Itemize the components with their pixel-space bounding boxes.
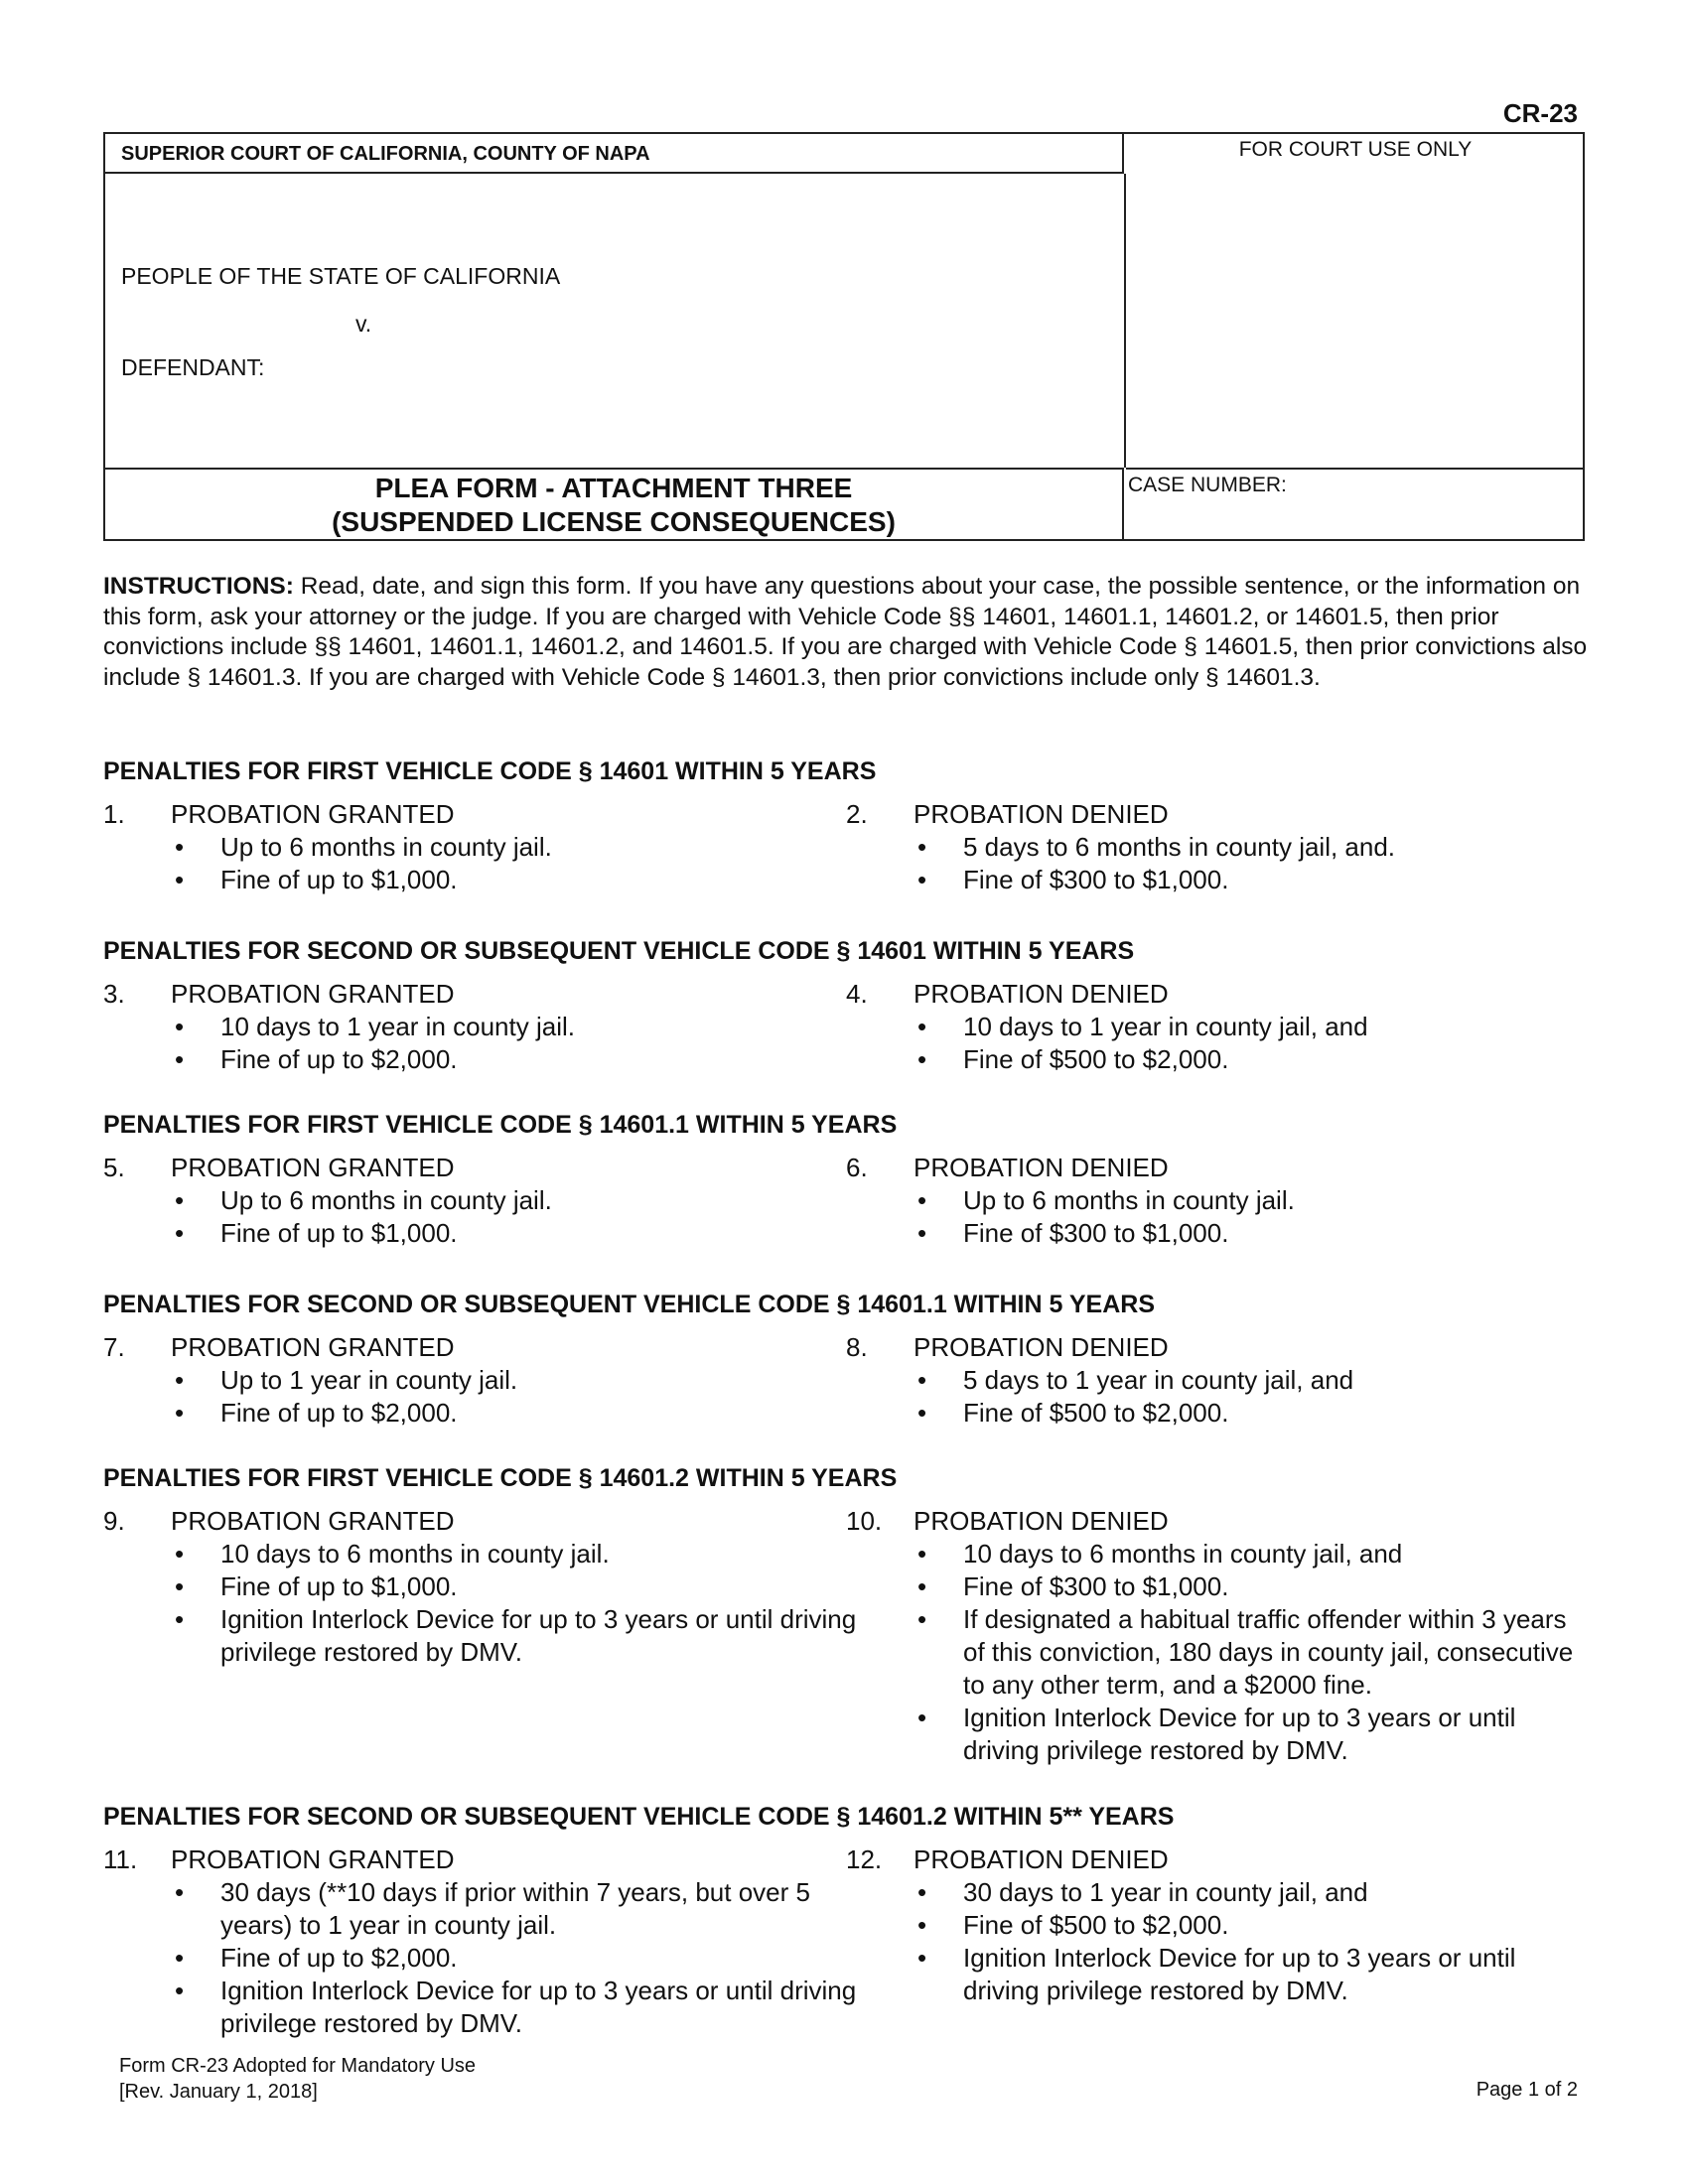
bullet-text: Fine of $300 to $1,000. — [963, 865, 1229, 894]
list-item — [103, 1975, 858, 2040]
form-footer — [119, 2053, 476, 2105]
bullet-icon: • — [917, 1218, 927, 1248]
page-number: Page 1 of 2 — [1476, 2079, 1578, 2101]
item-number: 6. — [846, 1153, 868, 1182]
penalty-item — [846, 1152, 1581, 1250]
penalty-item — [846, 1505, 1581, 1767]
list-item — [846, 1011, 1581, 1043]
item-number: 2. — [846, 799, 868, 829]
bullet-icon: • — [175, 1218, 185, 1248]
bullet-text: Fine of $300 to $1,000. — [963, 1571, 1229, 1601]
list-item — [103, 1570, 858, 1603]
item-number: 3. — [103, 979, 125, 1009]
item-number: 5. — [103, 1153, 125, 1182]
list-item — [103, 1942, 858, 1975]
section-title: PENALTIES FOR SECOND OR SUBSEQUENT VEHICLE CODE § 14601.2 WITHIN 5** YEARS — [103, 1803, 1175, 1831]
bullet-text: 10 days to 6 months in county jail. — [220, 1539, 610, 1569]
bullet-text: 10 days to 6 months in county jail, and — [963, 1539, 1403, 1569]
item-heading: PROBATION DENIED — [914, 799, 1169, 829]
bullet-icon: • — [917, 865, 927, 894]
versus-label: v. — [355, 311, 372, 337]
bullet-icon: • — [175, 1398, 185, 1428]
list-item — [103, 1043, 858, 1076]
bullet-icon: • — [175, 1943, 185, 1973]
list-item — [846, 1043, 1581, 1076]
bullet-text: 5 days to 6 months in county jail, and. — [963, 832, 1396, 862]
bullet-icon: • — [175, 865, 185, 894]
item-heading: PROBATION GRANTED — [171, 1153, 455, 1182]
caption-box — [103, 132, 1585, 541]
bullet-text: 10 days to 1 year in county jail, and — [963, 1012, 1368, 1041]
list-item — [103, 864, 858, 896]
bullet-icon: • — [175, 832, 185, 862]
bullet-text: Fine of $500 to $2,000. — [963, 1398, 1229, 1428]
list-item — [103, 831, 858, 864]
instructions-label: INSTRUCTIONS: — [103, 573, 294, 600]
bullet-icon: • — [917, 1877, 927, 1907]
penalty-item — [846, 978, 1581, 1076]
list-item — [103, 1538, 858, 1570]
bullet-text: 5 days to 1 year in county jail, and — [963, 1365, 1354, 1395]
item-heading: PROBATION GRANTED — [171, 1332, 455, 1362]
list-item — [846, 1364, 1581, 1397]
bullet-icon: • — [917, 1365, 927, 1395]
list-item — [103, 1184, 858, 1217]
bullet-icon: • — [917, 1604, 927, 1634]
item-number: 10. — [846, 1506, 883, 1536]
footer-adopted: Form CR-23 Adopted for Mandatory Use — [119, 2055, 477, 2077]
bullet-text: Fine of up to $2,000. — [220, 1398, 458, 1428]
penalty-item — [103, 1843, 858, 2040]
list-item — [846, 1217, 1581, 1250]
penalty-item — [846, 1331, 1581, 1430]
item-heading: PROBATION GRANTED — [171, 1506, 455, 1536]
penalty-item — [103, 978, 858, 1076]
item-number: 8. — [846, 1332, 868, 1362]
bullet-text: Fine of up to $1,000. — [220, 1218, 458, 1248]
item-number: 12. — [846, 1844, 883, 1874]
court-name: SUPERIOR COURT OF CALIFORNIA, COUNTY OF NAPA — [105, 134, 1124, 174]
bullet-text: Ignition Interlock Device for up to 3 years or until driving privilege restored by DMV. — [220, 1604, 857, 1667]
bullet-icon: • — [175, 1044, 185, 1074]
form-title-line1: PLEA FORM - ATTACHMENT THREE — [374, 473, 853, 503]
list-item — [846, 1570, 1581, 1603]
bullet-icon: • — [917, 832, 927, 862]
bullet-icon: • — [917, 1539, 927, 1569]
item-heading: PROBATION DENIED — [914, 1844, 1169, 1874]
item-heading: PROBATION GRANTED — [171, 1844, 455, 1874]
list-item — [103, 1364, 858, 1397]
bullet-icon: • — [175, 1185, 185, 1215]
item-number: 11. — [103, 1844, 138, 1874]
case-number-label: CASE NUMBER: — [1126, 468, 1585, 541]
list-item — [846, 1702, 1581, 1767]
penalty-item — [103, 798, 858, 896]
section-title: PENALTIES FOR SECOND OR SUBSEQUENT VEHICLE CODE § 14601.1 WITHIN 5 YEARS — [103, 1291, 1156, 1318]
section-title: PENALTIES FOR FIRST VEHICLE CODE § 14601.2 WITHIN 5 YEARS — [103, 1464, 898, 1492]
bullet-text: Up to 6 months in county jail. — [220, 832, 552, 862]
bullet-icon: • — [175, 1976, 185, 2005]
bullet-text: Up to 6 months in county jail. — [963, 1185, 1295, 1215]
bullet-text: Fine of up to $1,000. — [220, 865, 458, 894]
list-item — [846, 1538, 1581, 1570]
bullet-icon: • — [917, 1185, 927, 1215]
list-item — [846, 864, 1581, 896]
section-title: PENALTIES FOR FIRST VEHICLE CODE § 14601 WITHIN 5 YEARS — [103, 757, 877, 785]
bullet-text: If designated a habitual traffic offender within 3 years of this conviction, 180 days in county jail, consecutive to any other term, and a $2000 fine. — [963, 1604, 1574, 1700]
bullet-icon: • — [175, 1604, 185, 1634]
list-item — [846, 831, 1581, 864]
bullet-icon: • — [917, 1571, 927, 1601]
item-heading: PROBATION DENIED — [914, 1332, 1169, 1362]
bullet-text: Ignition Interlock Device for up to 3 years or until driving privilege restored by DMV. — [963, 1703, 1516, 1765]
penalty-item — [103, 1331, 858, 1430]
penalty-item — [103, 1152, 858, 1250]
item-heading: PROBATION DENIED — [914, 1153, 1169, 1182]
bullet-icon: • — [917, 1703, 927, 1732]
list-item — [846, 1942, 1581, 2007]
bullet-icon: • — [175, 1365, 185, 1395]
people-label: PEOPLE OF THE STATE OF CALIFORNIA — [121, 263, 561, 289]
section-title: PENALTIES FOR FIRST VEHICLE CODE § 14601.1 WITHIN 5 YEARS — [103, 1111, 898, 1139]
bullet-text: Up to 1 year in county jail. — [220, 1365, 518, 1395]
bullet-icon: • — [175, 1877, 185, 1907]
bullet-text: 30 days (**10 days if prior within 7 years, but over 5 years) to 1 year in county jail. — [220, 1877, 810, 1940]
bullet-text: 10 days to 1 year in county jail. — [220, 1012, 575, 1041]
list-item — [103, 1876, 858, 1942]
bullet-text: Ignition Interlock Device for up to 3 years or until driving privilege restored by DMV. — [963, 1943, 1516, 2005]
bullet-text: Fine of $500 to $2,000. — [963, 1044, 1229, 1074]
list-item — [846, 1603, 1581, 1702]
item-number: 7. — [103, 1332, 125, 1362]
bullet-icon: • — [175, 1539, 185, 1569]
item-number: 1. — [103, 799, 125, 829]
defendant-label: DEFENDANT: — [121, 354, 265, 380]
penalty-item — [103, 1505, 858, 1669]
item-heading: PROBATION DENIED — [914, 979, 1169, 1009]
bullet-icon: • — [917, 1943, 927, 1973]
footer-revision: [Rev. January 1, 2018] — [119, 2081, 318, 2103]
bullet-text: Fine of up to $2,000. — [220, 1943, 458, 1973]
bullet-text: Fine of $300 to $1,000. — [963, 1218, 1229, 1248]
instructions-text: Read, date, and sign this form. If you have any questions about your case, the possible sentence, or the information on this form, ask your attorney or the judge. If you are charged with Vehicle Code §§ 14601, 14601.1, 14601.2, or 14601.5, then prior convictions include §§ 14601, 14601.1, 14601.2, and 14601.5. If you are charged with Vehicle Code § 14601.5, then prior convictions also include § 14601.3. If you are charged with Vehicle Code § 14601.3, then prior convictions include only § 14601.3. — [103, 573, 1588, 691]
bullet-text: Up to 6 months in county jail. — [220, 1185, 552, 1215]
list-item — [846, 1397, 1581, 1430]
bullet-icon: • — [175, 1571, 185, 1601]
penalty-item — [846, 1843, 1581, 2007]
bullet-icon: • — [917, 1910, 927, 1940]
list-item — [103, 1217, 858, 1250]
list-item — [103, 1011, 858, 1043]
bullet-icon: • — [917, 1398, 927, 1428]
court-use-label: FOR COURT USE ONLY — [1238, 138, 1473, 161]
item-heading: PROBATION DENIED — [914, 1506, 1169, 1536]
item-heading: PROBATION GRANTED — [171, 979, 455, 1009]
bullet-icon: • — [917, 1012, 927, 1041]
bullet-text: Fine of up to $1,000. — [220, 1571, 458, 1601]
list-item — [846, 1909, 1581, 1942]
item-heading: PROBATION GRANTED — [171, 799, 455, 829]
bullet-text: 30 days to 1 year in county jail, and — [963, 1877, 1368, 1907]
item-number: 9. — [103, 1506, 125, 1536]
bullet-text: Fine of up to $2,000. — [220, 1044, 458, 1074]
list-item — [846, 1876, 1581, 1909]
section-title: PENALTIES FOR SECOND OR SUBSEQUENT VEHICLE CODE § 14601 WITHIN 5 YEARS — [103, 937, 1135, 965]
list-item — [846, 1184, 1581, 1217]
form-id: CR-23 — [1502, 98, 1578, 128]
instructions — [103, 572, 1593, 693]
list-item — [103, 1603, 858, 1669]
penalty-item — [846, 798, 1581, 896]
bullet-text: Ignition Interlock Device for up to 3 years or until driving privilege restored by DMV. — [220, 1976, 857, 2038]
parties-box — [105, 174, 1126, 468]
item-number: 4. — [846, 979, 868, 1009]
form-title — [105, 468, 1124, 541]
list-item — [103, 1397, 858, 1430]
form-title-line2: (SUSPENDED LICENSE CONSEQUENCES) — [332, 506, 896, 537]
bullet-icon: • — [917, 1044, 927, 1074]
bullet-icon: • — [175, 1012, 185, 1041]
bullet-text: Fine of $500 to $2,000. — [963, 1910, 1229, 1940]
